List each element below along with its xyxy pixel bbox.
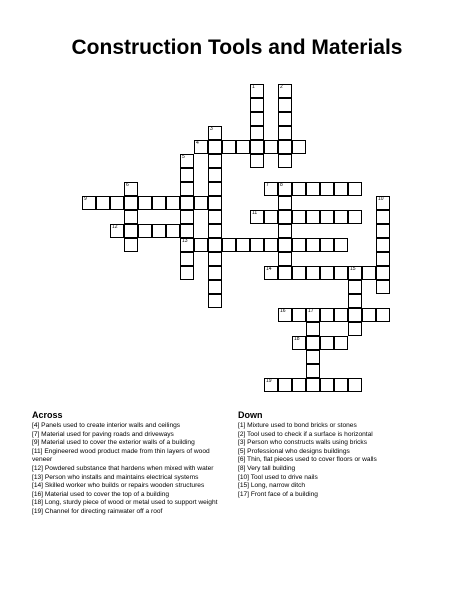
grid-cell[interactable]: [96, 196, 110, 210]
grid-cell[interactable]: [278, 154, 292, 168]
clue-number: [5]: [238, 447, 246, 455]
clue-text: Engineered wood product made from thin layers of wood veneer: [32, 447, 210, 464]
cell-number: 18: [294, 336, 300, 342]
cell-number: 12: [112, 224, 118, 230]
grid-cell[interactable]: [180, 266, 194, 280]
clue-number: [14]: [32, 482, 43, 490]
grid-cell[interactable]: [362, 308, 376, 322]
grid-cell[interactable]: [334, 308, 348, 322]
grid-cell[interactable]: [208, 140, 222, 154]
grid-cell[interactable]: [348, 322, 362, 336]
grid-cell[interactable]: [292, 336, 306, 350]
clue-number: [12]: [32, 464, 43, 472]
across-clue: [32, 439, 230, 448]
clue-text: Person who installs and maintains electrical systems: [43, 473, 199, 481]
cell-number: 11: [252, 210, 258, 216]
grid-cell[interactable]: [250, 112, 264, 126]
grid-cell[interactable]: [306, 378, 320, 392]
grid-cell[interactable]: [208, 280, 222, 294]
grid-cell[interactable]: [320, 336, 334, 350]
grid-cell[interactable]: [306, 210, 320, 224]
down-clue: [238, 491, 438, 500]
clue-number: [17]: [238, 490, 249, 498]
grid-cell[interactable]: [376, 238, 390, 252]
grid-cell[interactable]: [180, 252, 194, 266]
grid-cell[interactable]: [292, 182, 306, 196]
cell-number: 1: [252, 84, 255, 90]
clue-text: Front face of a building: [249, 490, 318, 498]
clue-text: Tool used to check if a surface is horizontal: [245, 430, 373, 438]
grid-cell[interactable]: [278, 126, 292, 140]
grid-cell[interactable]: [110, 196, 124, 210]
clue-text: Material used to cover the top of a building: [43, 490, 170, 498]
grid-cell[interactable]: [180, 238, 194, 252]
grid-cell[interactable]: [306, 336, 320, 350]
grid-cell[interactable]: [138, 224, 152, 238]
cell-number: 10: [378, 196, 384, 202]
grid-cell[interactable]: [334, 378, 348, 392]
grid-cell[interactable]: [292, 378, 306, 392]
clue-text: Long, sturdy piece of wood or metal used to support weight: [43, 499, 218, 507]
grid-cell[interactable]: [320, 378, 334, 392]
grid-cell[interactable]: [264, 182, 278, 196]
grid-cell[interactable]: [180, 224, 194, 238]
grid-cell[interactable]: [278, 98, 292, 112]
grid-cell[interactable]: [250, 210, 264, 224]
grid-cell[interactable]: [334, 238, 348, 252]
grid-cell[interactable]: [138, 196, 152, 210]
grid-cell[interactable]: [152, 224, 166, 238]
grid-cell[interactable]: [306, 308, 320, 322]
clue-text: Very tall building: [245, 464, 296, 472]
cell-number: 19: [266, 378, 272, 384]
grid-cell[interactable]: [348, 378, 362, 392]
grid-cell[interactable]: [208, 266, 222, 280]
across-clue: [32, 499, 230, 508]
grid-cell[interactable]: [376, 196, 390, 210]
grid-cell[interactable]: [292, 238, 306, 252]
grid-cell[interactable]: [180, 154, 194, 168]
grid-cell[interactable]: [348, 210, 362, 224]
clue-number: [19]: [32, 507, 43, 515]
grid-cell[interactable]: [292, 308, 306, 322]
clue-text: Material used for paving roads and driveways: [39, 430, 174, 438]
grid-cell[interactable]: [264, 266, 278, 280]
clue-text: Thin, flat pieces used to cover floors or walls: [245, 456, 377, 464]
grid-cell[interactable]: [208, 182, 222, 196]
grid-cell[interactable]: [250, 84, 264, 98]
grid-cell[interactable]: [208, 294, 222, 308]
grid-cell[interactable]: [264, 378, 278, 392]
cell-number: 4: [196, 140, 199, 146]
grid-cell[interactable]: [348, 308, 362, 322]
cell-number: 2: [280, 84, 283, 90]
grid-cell[interactable]: [208, 210, 222, 224]
grid-cell[interactable]: [180, 196, 194, 210]
grid-cell[interactable]: [348, 280, 362, 294]
grid-cell[interactable]: [180, 182, 194, 196]
down-clue: [238, 474, 438, 483]
grid-cell[interactable]: [278, 84, 292, 98]
grid-cell[interactable]: [348, 182, 362, 196]
grid-cell[interactable]: [166, 224, 180, 238]
grid-cell[interactable]: [278, 224, 292, 238]
down-clue: [238, 465, 438, 474]
grid-cell[interactable]: [194, 238, 208, 252]
cell-number: 15: [350, 266, 356, 272]
grid-cell[interactable]: [292, 210, 306, 224]
clue-text: Person who constructs walls using bricks: [245, 439, 368, 447]
grid-cell[interactable]: [292, 266, 306, 280]
grid-cell[interactable]: [278, 140, 292, 154]
grid-cell[interactable]: [250, 154, 264, 168]
clue-number: [18]: [32, 499, 43, 507]
grid-cell[interactable]: [152, 196, 166, 210]
grid-cell[interactable]: [306, 238, 320, 252]
grid-cell[interactable]: [306, 182, 320, 196]
down-clue-list: [238, 422, 438, 499]
cell-number: 8: [280, 182, 283, 188]
clue-number: [8]: [238, 464, 246, 472]
grid-cell[interactable]: [376, 224, 390, 238]
cell-number: 13: [182, 238, 188, 244]
grid-cell[interactable]: [320, 210, 334, 224]
grid-cell[interactable]: [320, 182, 334, 196]
across-clue: [32, 491, 230, 500]
grid-cell[interactable]: [320, 266, 334, 280]
clue-text: Professional who designs buildings: [245, 447, 350, 455]
grid-cell[interactable]: [306, 322, 320, 336]
grid-cell[interactable]: [208, 126, 222, 140]
grid-cell[interactable]: [82, 196, 96, 210]
grid-cell[interactable]: [124, 196, 138, 210]
clue-text: Panels used to create interior walls and ceilings: [39, 422, 181, 429]
grid-cell[interactable]: [306, 350, 320, 364]
grid-cell[interactable]: [250, 238, 264, 252]
clue-number: [10]: [238, 473, 249, 481]
grid-cell[interactable]: [250, 126, 264, 140]
grid-cell[interactable]: [180, 210, 194, 224]
cell-number: 9: [84, 196, 87, 202]
grid-cell[interactable]: [278, 112, 292, 126]
grid-cell[interactable]: [362, 266, 376, 280]
clue-text: Long, narrow ditch: [249, 482, 306, 490]
grid-cell[interactable]: [278, 378, 292, 392]
clue-text: Channel for directing rainwater off a roof: [43, 507, 163, 515]
grid-cell[interactable]: [180, 168, 194, 182]
grid-cell[interactable]: [208, 224, 222, 238]
grid-cell[interactable]: [264, 140, 278, 154]
across-clue: [32, 422, 230, 431]
grid-cell[interactable]: [334, 336, 348, 350]
grid-cell[interactable]: [334, 210, 348, 224]
grid-cell[interactable]: [334, 266, 348, 280]
grid-cell[interactable]: [278, 210, 292, 224]
grid-cell[interactable]: [236, 140, 250, 154]
grid-cell[interactable]: [236, 238, 250, 252]
cell-number: 7: [266, 182, 269, 188]
down-clue: [238, 456, 438, 465]
clue-number: [9]: [32, 439, 40, 447]
grid-cell[interactable]: [320, 238, 334, 252]
grid-cell[interactable]: [222, 140, 236, 154]
clue-text: Skilled worker who builds or repairs wooden structures: [43, 482, 205, 490]
clue-number: [16]: [32, 490, 43, 498]
grid-cell[interactable]: [306, 364, 320, 378]
clue-number: [1]: [238, 422, 246, 429]
grid-cell[interactable]: [348, 294, 362, 308]
grid-cell[interactable]: [194, 196, 208, 210]
grid-cell[interactable]: [278, 182, 292, 196]
grid-cell[interactable]: [320, 308, 334, 322]
grid-cell[interactable]: [124, 224, 138, 238]
grid-cell[interactable]: [278, 238, 292, 252]
grid-cell[interactable]: [250, 98, 264, 112]
grid-cell[interactable]: [376, 308, 390, 322]
clue-text: Mixture used to bond bricks or stones: [245, 422, 357, 429]
grid-cell[interactable]: [124, 210, 138, 224]
down-clue: [238, 448, 438, 457]
clue-text: Powdered substance that hardens when mixed with water: [43, 464, 214, 472]
grid-cell[interactable]: [250, 140, 264, 154]
down-clue: [238, 431, 438, 440]
across-clue: [32, 465, 230, 474]
grid-cell[interactable]: [222, 238, 236, 252]
grid-cell[interactable]: [376, 210, 390, 224]
grid-cell[interactable]: [124, 238, 138, 252]
clue-number: [6]: [238, 456, 246, 464]
across-clue: [32, 448, 230, 465]
cell-number: 16: [280, 308, 286, 314]
across-clue: [32, 474, 230, 483]
clue-text: Material used to cover the exterior walls of a building: [39, 439, 195, 447]
clue-number: [7]: [32, 430, 40, 438]
across-clue: [32, 508, 230, 517]
grid-cell[interactable]: [264, 210, 278, 224]
across-clue: [32, 431, 230, 440]
clue-number: [15]: [238, 482, 249, 490]
clue-number: [4]: [32, 422, 40, 429]
grid-cell[interactable]: [110, 224, 124, 238]
grid-cell[interactable]: [208, 154, 222, 168]
grid-cell[interactable]: [278, 266, 292, 280]
clue-number: [13]: [32, 473, 43, 481]
grid-cell[interactable]: [208, 196, 222, 210]
clue-text: Tool used to drive nails: [249, 473, 318, 481]
down-clue: [238, 482, 438, 491]
cell-number: 6: [126, 182, 129, 188]
grid-cell[interactable]: [376, 266, 390, 280]
clue-number: [2]: [238, 430, 246, 438]
grid-cell[interactable]: [194, 140, 208, 154]
grid-cell[interactable]: [292, 140, 306, 154]
down-clue: [238, 422, 438, 431]
cell-number: 5: [182, 154, 185, 160]
clue-number: [3]: [238, 439, 246, 447]
grid-cell[interactable]: [376, 280, 390, 294]
cell-number: 17: [308, 308, 314, 314]
grid-cell[interactable]: [166, 196, 180, 210]
grid-cell[interactable]: [208, 238, 222, 252]
across-heading: Across: [32, 410, 63, 420]
grid-cell[interactable]: [278, 196, 292, 210]
grid-cell[interactable]: [208, 168, 222, 182]
grid-cell[interactable]: [306, 266, 320, 280]
down-clue: [238, 439, 438, 448]
across-clue: [32, 482, 230, 491]
grid-cell[interactable]: [124, 182, 138, 196]
grid-cell[interactable]: [278, 308, 292, 322]
grid-cell[interactable]: [278, 252, 292, 266]
grid-cell[interactable]: [376, 252, 390, 266]
cell-number: 3: [210, 126, 213, 132]
grid-cell[interactable]: [334, 182, 348, 196]
clue-number: [11]: [32, 447, 43, 455]
grid-cell[interactable]: [264, 238, 278, 252]
puzzle-title: Construction Tools and Materials: [71, 36, 403, 59]
cell-number: 14: [266, 266, 272, 272]
grid-cell[interactable]: [348, 266, 362, 280]
grid-cell[interactable]: [208, 252, 222, 266]
across-clue-list: [32, 422, 230, 517]
down-heading: Down: [238, 410, 263, 420]
